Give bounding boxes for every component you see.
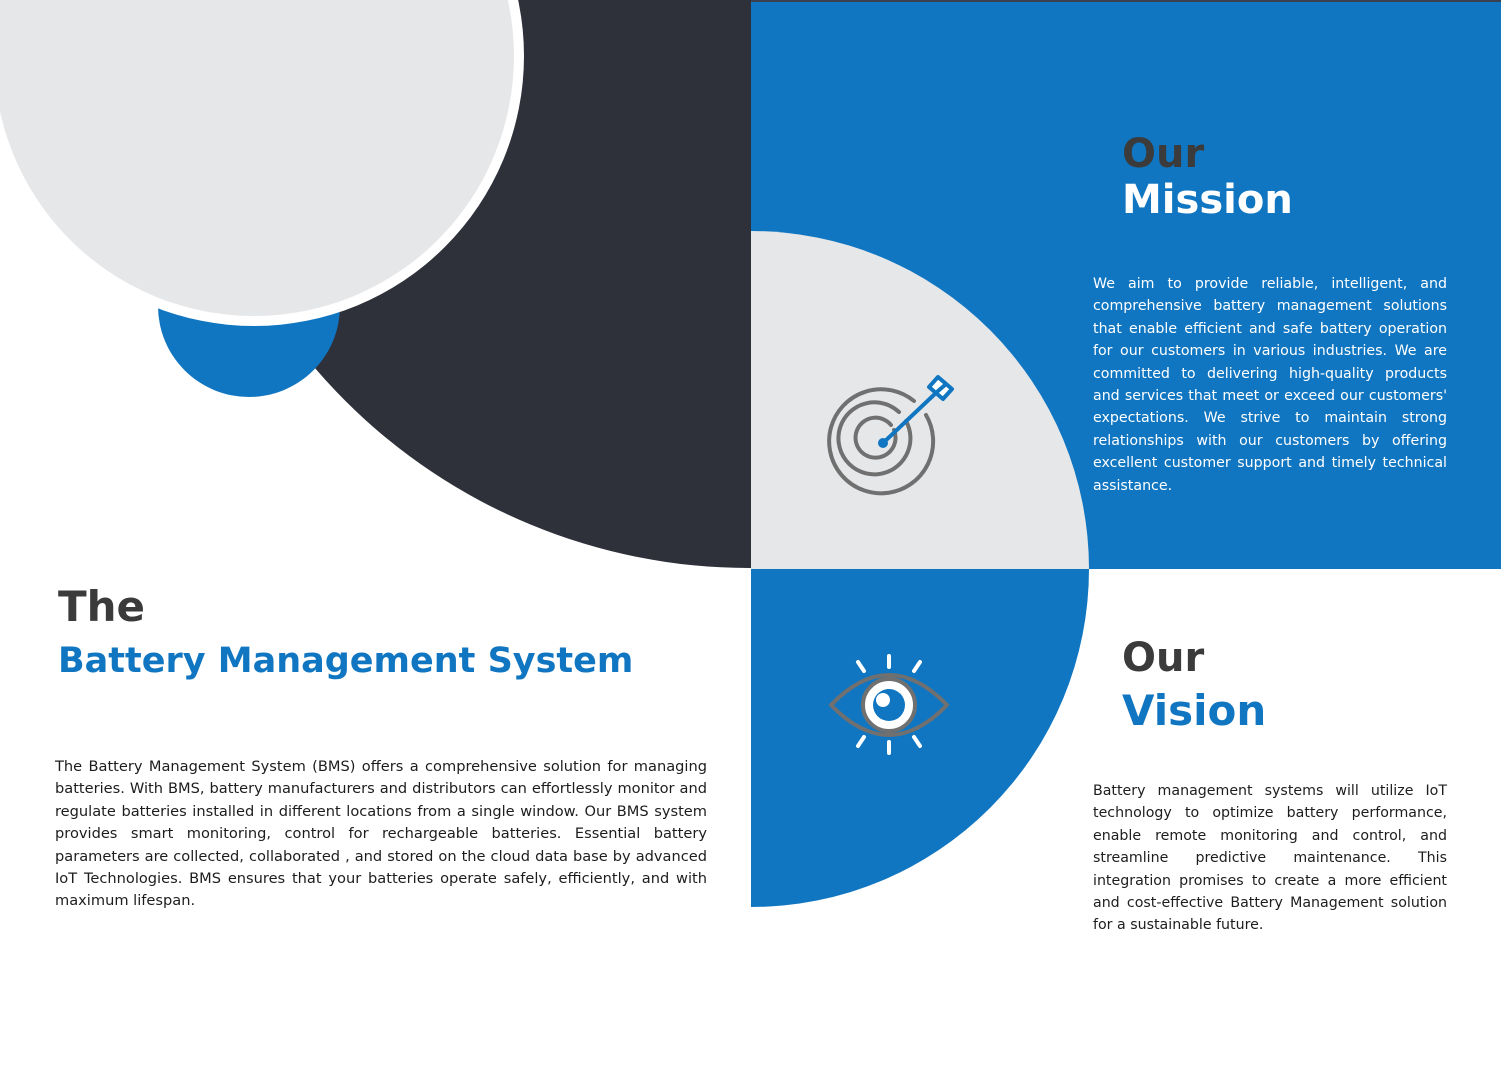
target-arrow-icon [826, 373, 956, 499]
vision-paragraph: Battery management systems will utilize IoT technology to optimize battery performance, enable remote monitoring and control, and streamline predictive maintenance. This integration promises to create a more efficient and cost-effective Battery Management solution for a sustainable future. [1093, 783, 1447, 934]
mission-heading: Mission [1122, 177, 1293, 223]
bms-heading-the: The [58, 582, 146, 631]
mission-paragraph: We aim to provide reliable, intelligent, and comprehensive battery management solutions that enable efficient and safe battery operation for our customers in various industries. We are committed to delivering high-quality products and services that meet or exceed our customers' expectations. We strive to maintain strong relationships with our customers by offering excellent customer support and timely technical assistance. [1093, 276, 1447, 494]
vision-heading: Vision [1122, 686, 1267, 735]
mission-heading-our: Our [1122, 131, 1205, 177]
vision-heading-our: Our [1122, 635, 1205, 681]
bms-heading: Battery Management System [58, 641, 634, 681]
left-decor-area [0, 0, 751, 569]
bms-paragraph: The Battery Management System (BMS) offers a comprehensive solution for managing batteries. With BMS, battery manufacturers and distributors can effortlessly monitor and regulate batteries installed in different locations from a single window. Our BMS system provides smart monitoring, control for rechargeable batteries. Essential battery parameters are collected, collaborated , and stored on the cloud data base by advanced IoT Technologies. BMS ensures that your batteries operate safely, efficiently, and with maximum lifespan. [55, 758, 707, 910]
eye-icon [826, 650, 952, 760]
